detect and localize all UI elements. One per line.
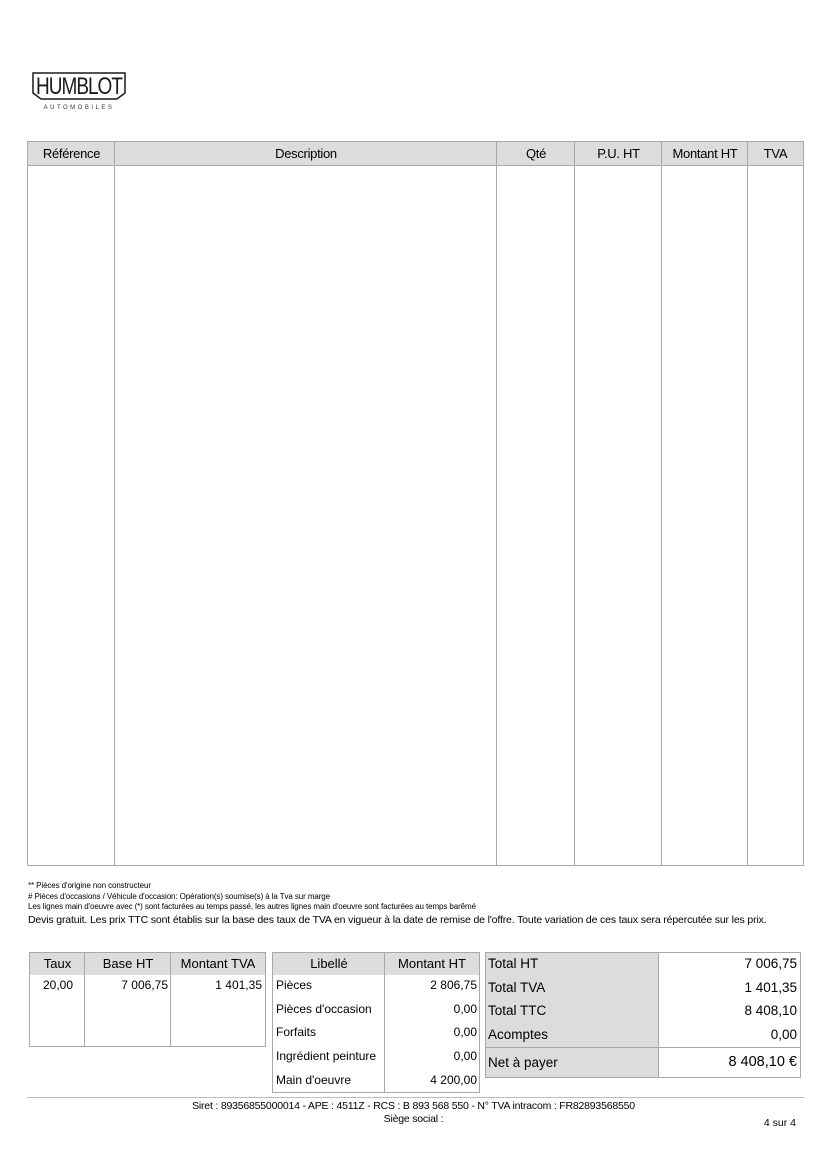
vat-rate-value: 20,00: [42, 978, 73, 992]
col-header-reference: Référence: [42, 146, 101, 161]
note-non-oem: ** Pièces d'origine non constructeur: [28, 881, 151, 890]
breakdown-label-used-parts: Pièces d'occasion: [276, 1002, 372, 1016]
net-to-pay-value: 8 408,10 €: [728, 1054, 797, 1070]
footer-head-office: Siège social :: [383, 1113, 444, 1125]
breakdown-header-amount: Montant HT: [385, 953, 479, 975]
quote-lines-table: [27, 141, 804, 866]
vat-header-amount: Montant TVA: [171, 953, 265, 975]
quote-lines-header: [28, 142, 803, 166]
deposits-label: Acomptes: [488, 1027, 549, 1042]
col-header-amount-ht: Montant HT: [672, 146, 738, 161]
page-number: 4 sur 4: [763, 1117, 796, 1129]
total-ht-label: Total HT: [488, 956, 539, 971]
total-ttc-label: Total TTC: [488, 1003, 547, 1018]
column-divider: [384, 953, 385, 1092]
col-header-tva: TVA: [763, 146, 788, 161]
col-header-quantity: Qté: [525, 146, 547, 161]
note-labour: Les lignes main d'oeuvre avec (*) sont facturées au temps passé, les autres lignes main d'oeuvre sont facturées au temps barêmé: [28, 902, 476, 911]
column-divider: [496, 142, 497, 865]
footer-legal-info: Siret : 89356855000014 - APE : 4511Z - RCS : B 893 568 550 - N° TVA intracom : FR82893568550: [192, 1100, 635, 1112]
note-used-parts: # Pièces d'occasions / Véhicule d'occasion: Opération(s) soumise(s) à la Tva sur marge: [28, 891, 331, 901]
breakdown-amount-parts: 2 806,75: [430, 978, 477, 992]
totals-table: [485, 952, 801, 1078]
column-divider: [114, 142, 115, 865]
breakdown-amount-paint: 0,00: [453, 1049, 477, 1063]
breakdown-table: [272, 952, 480, 1093]
net-to-pay-label: Net à payer: [488, 1055, 558, 1070]
breakdown-label-labour: Main d'oeuvre: [276, 1073, 351, 1087]
breakdown-amount-used-parts: 0,00: [453, 1002, 477, 1016]
breakdown-amount-packages: 0,00: [453, 1025, 477, 1039]
col-header-unit-price: P.U. HT: [597, 146, 640, 161]
column-divider: [170, 953, 171, 1046]
note-free-quote: Devis gratuit. Les prix TTC sont établis sur la base des taux de TVA en vigueur à la date de remise de l'offre. Toute variation de ces taux sera répercutée sur les prix.: [28, 913, 767, 926]
vat-header-base: Base HT: [85, 953, 171, 975]
breakdown-header-label: Libellé: [273, 953, 385, 975]
vat-amount-value: 1 401,35: [215, 978, 262, 992]
vat-table: [29, 952, 266, 1047]
vat-header-rate: Taux: [30, 953, 85, 975]
footer-divider: [27, 1097, 804, 1098]
col-header-description: Description: [275, 146, 337, 161]
column-divider: [747, 142, 748, 865]
column-divider: [661, 142, 662, 865]
totals-separator: [486, 1047, 800, 1048]
deposits-value: 0,00: [770, 1027, 797, 1042]
column-divider: [84, 953, 85, 1046]
breakdown-label-paint: Ingrédient peinture: [276, 1049, 377, 1063]
total-tva-value: 1 401,35: [744, 980, 797, 995]
vat-base-value: 7 006,75: [121, 978, 168, 992]
column-divider: [574, 142, 575, 865]
company-logo: [30, 68, 130, 114]
total-tva-label: Total TVA: [488, 980, 546, 995]
total-ht-value: 7 006,75: [744, 956, 797, 971]
logo-brand: HUMBLOT: [36, 74, 122, 101]
breakdown-label-parts: Pièces: [276, 978, 313, 992]
legal-notes: [28, 881, 808, 926]
logo-subtitle: AUTOMOBILES: [43, 105, 115, 111]
breakdown-amount-labour: 4 200,00: [430, 1073, 477, 1087]
total-ttc-value: 8 408,10: [744, 1003, 797, 1018]
breakdown-label-packages: Forfaits: [276, 1025, 317, 1039]
